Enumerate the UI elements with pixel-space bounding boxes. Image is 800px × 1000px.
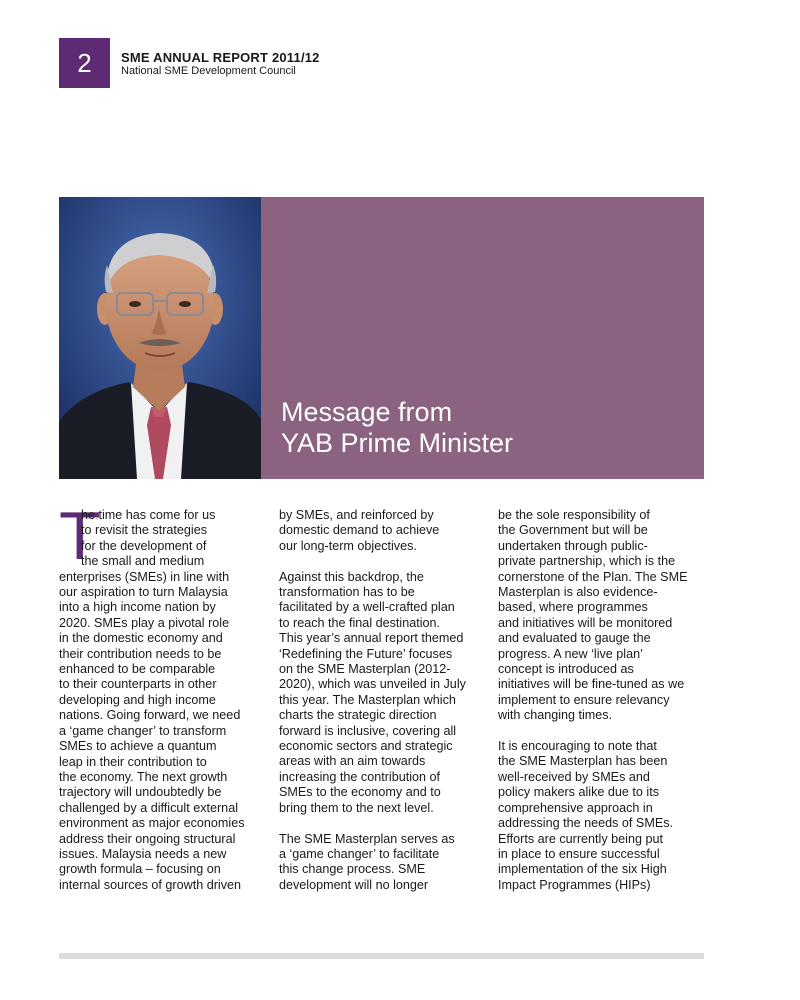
text-line: nations. Going forward, we need xyxy=(59,708,241,723)
text-line: 2020. SMEs play a pivotal role xyxy=(59,615,230,630)
text-line: and initiatives will be monitored xyxy=(498,615,673,630)
text-line: on the SME Masterplan (2012- xyxy=(279,662,451,677)
text-line: comprehensive approach in xyxy=(498,800,653,815)
paragraph xyxy=(279,508,487,554)
paragraph xyxy=(498,508,706,724)
text-line: issues. Malaysia needs a new xyxy=(59,846,227,861)
text-line: he time has come for us xyxy=(81,508,216,522)
text-line: our long-term objectives. xyxy=(279,538,417,553)
text-line: challenged by a difficult external xyxy=(59,800,238,815)
banner-title xyxy=(281,397,513,459)
text-line: environment as major economies xyxy=(59,816,245,831)
footer-rule xyxy=(59,953,704,959)
text-line: bring them to the next level. xyxy=(279,800,434,815)
text-line: SMEs to achieve a quantum xyxy=(59,739,217,754)
text-line: growth formula – focusing on xyxy=(59,862,221,877)
text-line: the SME Masterplan has been xyxy=(498,754,668,769)
text-line: enterprises (SMEs) in line with xyxy=(59,569,230,584)
text-line: with changing times. xyxy=(498,708,613,723)
text-line: address their ongoing structural xyxy=(59,831,236,846)
text-line: undertaken through public- xyxy=(498,538,648,553)
text-line: a ‘game changer’ to facilitate xyxy=(279,846,440,861)
text-line: the Government but will be xyxy=(498,523,648,538)
text-line: in the domestic economy and xyxy=(59,631,223,646)
banner-title-line1: Message from xyxy=(281,397,453,427)
text-line: This year’s annual report themed xyxy=(279,631,464,646)
paragraph xyxy=(279,832,487,894)
text-line: areas with an aim towards xyxy=(279,754,426,769)
text-line: charts the strategic direction xyxy=(279,708,437,723)
text-line: in place to ensure successful xyxy=(498,846,660,861)
drop-cap: T xyxy=(59,498,101,574)
article-column-1 xyxy=(59,508,267,909)
text-line: addressing the needs of SMEs. xyxy=(498,816,674,831)
text-line: to their counterparts in other xyxy=(59,677,217,692)
text-line: Against this backdrop, the xyxy=(279,569,424,584)
text-line: this year. The Masterplan which xyxy=(279,692,456,707)
text-line: Impact Programmes (HIPs) xyxy=(498,877,651,892)
text-line: SMEs to the economy and to xyxy=(279,785,441,800)
text-line: implement to ensure relevancy xyxy=(498,692,670,707)
article-column-2 xyxy=(279,508,487,909)
text-line: to revisit the strategies xyxy=(81,523,207,538)
text-line: domestic demand to achieve xyxy=(279,523,440,538)
text-line: and evaluated to gauge the xyxy=(498,631,651,646)
paragraph xyxy=(279,570,487,817)
portrait-photo xyxy=(59,197,261,479)
text-line: facilitated by a well-crafted plan xyxy=(279,600,455,615)
text-line: cornerstone of the Plan. The SME xyxy=(498,569,688,584)
paragraph xyxy=(498,739,706,893)
text-line: trajectory will undoubtedly be xyxy=(59,785,222,800)
text-line: 2020), which was unveiled in July xyxy=(279,677,466,692)
page-number: 2 xyxy=(59,38,110,88)
text-line: the small and medium xyxy=(81,554,205,569)
text-line: concept is introduced as xyxy=(498,662,634,677)
text-line: into a high income nation by xyxy=(59,600,216,615)
text-line: forward is inclusive, covering all xyxy=(279,723,457,738)
banner-title-line2: YAB Prime Minister xyxy=(281,428,514,458)
text-line: implementation of the six High xyxy=(498,862,667,877)
text-line: policy makers alike due to its xyxy=(498,785,659,800)
paragraph xyxy=(59,508,267,893)
text-line: increasing the contribution of xyxy=(279,769,441,784)
text-line: based, where programmes xyxy=(498,600,648,615)
text-line: internal sources of growth driven xyxy=(59,877,242,892)
text-line: The SME Masterplan serves as xyxy=(279,831,455,846)
text-line: leap in their contribution to xyxy=(59,754,207,769)
text-line: well-received by SMEs and xyxy=(498,769,650,784)
text-line: be the sole responsibility of xyxy=(498,508,650,522)
text-line: enhanced to be comparable xyxy=(59,662,216,677)
text-line: to reach the final destination. xyxy=(279,615,441,630)
text-line: economic sectors and strategic xyxy=(279,739,453,754)
text-line: It is encouraging to note that xyxy=(498,739,657,754)
article-column-3 xyxy=(498,508,706,909)
text-line: for the development of xyxy=(81,538,207,553)
text-line: our aspiration to turn Malaysia xyxy=(59,585,228,600)
text-line: development will no longer xyxy=(279,877,429,892)
text-line: their contribution needs to be xyxy=(59,646,222,661)
text-line: the economy. The next growth xyxy=(59,769,228,784)
text-line: by SMEs, and reinforced by xyxy=(279,508,434,522)
text-line: a ‘game changer’ to transform xyxy=(59,723,227,738)
text-line: private partnership, which is the xyxy=(498,554,676,569)
text-line: initiatives will be fine-tuned as we xyxy=(498,677,685,692)
text-line: Masterplan is also evidence- xyxy=(498,585,658,600)
text-line: progress. A new ‘live plan’ xyxy=(498,646,643,661)
text-line: transformation has to be xyxy=(279,585,415,600)
text-line: this change process. SME xyxy=(279,862,426,877)
text-line: ‘Redefining the Future’ focuses xyxy=(279,646,453,661)
report-title: SME ANNUAL REPORT 2011/12 xyxy=(121,50,320,65)
text-line: Efforts are currently being put xyxy=(498,831,663,846)
text-line: developing and high income xyxy=(59,692,216,707)
report-subtitle: National SME Development Council xyxy=(121,65,296,77)
